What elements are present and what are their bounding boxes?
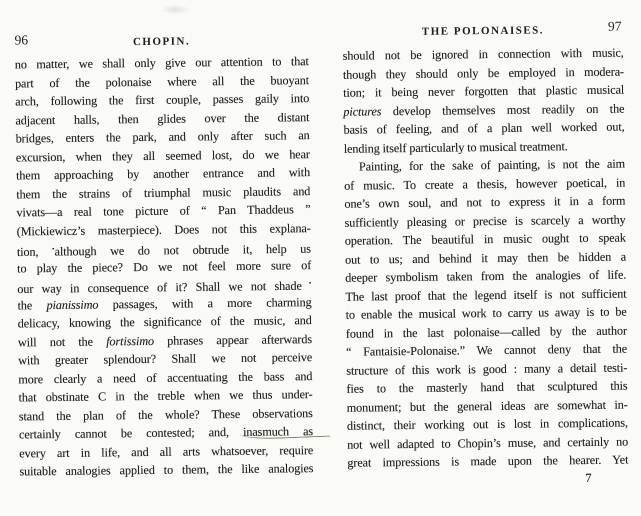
text-line: Painting, for the sake of painting, is not the aim [358,156,626,174]
text-line: the pianissimo passages, with a more charming [17,294,312,312]
page-number: 96 [14,32,29,48]
hand-underline: inasmuch as [242,424,314,439]
text-line: though they should only be employed in modera- [342,64,625,82]
page-number: 97 [607,18,622,34]
text-line: deeper symbolism taken from the analogies of life. [345,267,627,285]
text-line: arch, following the first couple, passes gaily into [15,91,310,109]
text-line: operation. The beautiful in music ought to speak [344,230,626,248]
scan-smudge [160,4,190,14]
text-line: them approaching by another entrance and with [15,165,311,183]
text-line: tion; it being never forgotten that plastic musical [343,82,625,100]
text-line: fies to the masterly hand that sculptured this [346,378,628,396]
text-line: vivats—a real tone picture of “ Pan Thaddeus ” [16,202,311,220]
text-line: “ Fantaisie-Polonaise.” We cannot deny that the [346,341,628,359]
text-line: tion, •although we do not obtrude it, help us [16,241,311,259]
page-96 [14,30,313,481]
text-line: great impressions is made upon the hearer. Yet [347,452,629,470]
text-line: The last proof that the legend itself is not sufficient [345,286,627,304]
text-line: that obstinate C in the treble when we thus under- [18,387,313,405]
running-head: CHOPIN. [132,35,191,49]
text-line: to play the piece? Do we not feel more sure of [17,257,312,275]
text-line: more clearly a need of accentuating the bass and [18,368,313,386]
page-text-left [15,52,314,481]
text-line: certainly cannot be contested; and, inasmuch as [18,424,314,442]
text-line: (Mickiewicz’s masterpiece). Does not this explana- [16,220,311,238]
text-line: should not be ignored in connection with music, [342,45,624,63]
text-line: part of the polonaise where all the buoyant [14,72,310,90]
footnote-dot-mark: • [301,279,312,288]
text-line: found in the last polonaise—called by the author [345,323,627,341]
signature-mark: 7 [585,470,592,485]
text-line: our way in consequence of it? Shall we not shade • [17,278,312,296]
text-line: suitable analogies applied to them, the like analogies [19,461,314,479]
text-line: pictures develop themselves most readily on the [343,101,625,119]
text-line: sufficiently pleasing or precise is scarcely a worthy [344,212,626,230]
text-line: with greater splendour? Shall we not perceive [18,350,313,368]
text-line: out to us; and behind it may then be hidden a [344,249,627,267]
text-line: excursion, when they all seemed lost, do we hear [15,146,310,164]
text-line: every art in life, and all arts whatsoever, require [19,442,314,460]
text-line: not well adapted to Chopin’s muse, and certainly no [347,434,629,452]
text-line: adjacent halls, then glides over the distant [15,109,310,127]
text-line: no matter, we shall only give our attention to that [14,54,309,72]
text-line: monument; but the general ideas are somewhat in- [346,397,628,415]
text-line: delicacy, knowing the significance of the music, and [17,313,312,331]
text-line: distinct, their working out is lost in complications, [346,415,628,433]
page-header-right [342,20,623,38]
text-line: bridges, enters the park, and only after such an [15,128,310,146]
footnote-dot-mark: • [52,245,55,254]
text-line: of music. To create a thesis, however poetical, in [344,175,626,193]
text-line: to enable the musical work to carry us away is to be [345,304,627,322]
text-line: lending itself particularly to musical treatment. [343,138,568,156]
text-line: basis of feeling, and of a plan well worked out, [343,119,625,137]
text-line: them the strains of triumphal music plaudits and [16,183,311,201]
text-line: one’s own soul, and not to express it in a form [344,193,626,211]
running-head: THE POLONAISES. [421,24,545,38]
text-line: will not the fortissimo phrases appear afterwards [17,331,313,349]
text-line: stand the plan of the whole? These observations [18,405,313,423]
text-line: structure of this work is good : many a detail testi- [346,360,628,378]
page-97 [342,20,628,491]
page-text-right [343,44,629,473]
page-header-left [14,30,308,48]
